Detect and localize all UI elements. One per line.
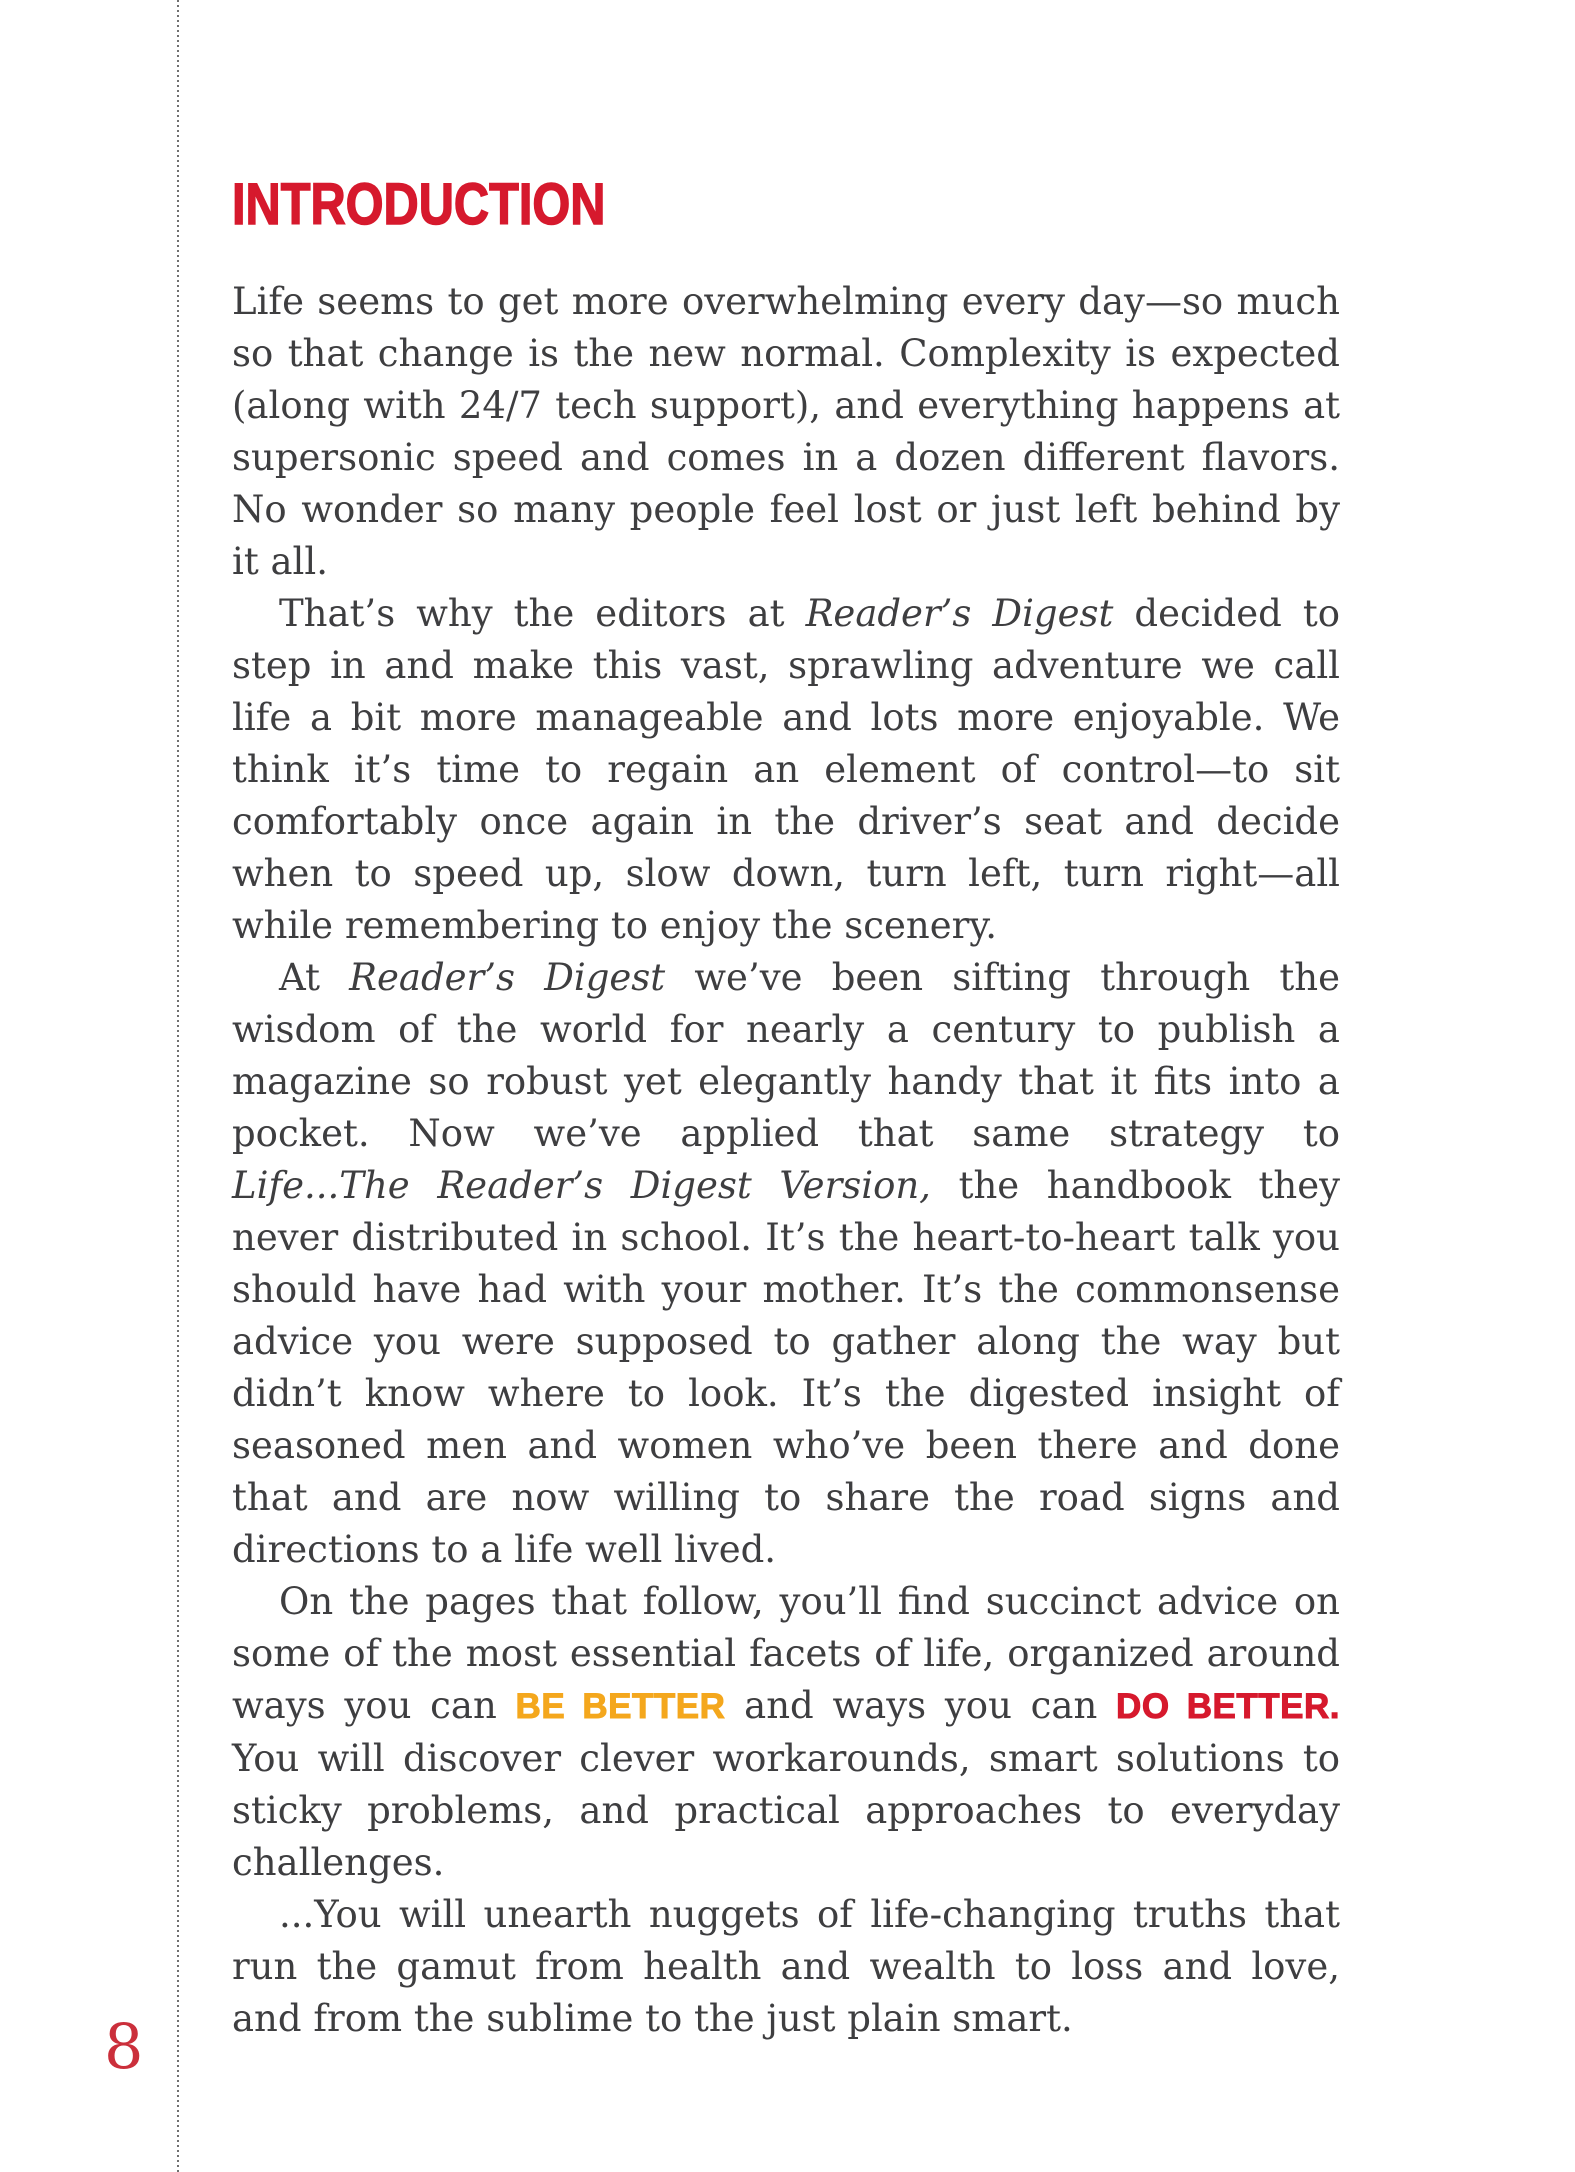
text-segment: On the pages that follow, you’ll find succinct advice on some of the most essential facets of life, organized around ways you can xyxy=(232,1580,1340,1727)
text-segment: ...You will unearth nuggets of life-changing truths that run the gamut from health and wealth to loss and love, and from the sublime to the just plain smart. xyxy=(232,1893,1340,2040)
be-better-highlight: BE BETTER xyxy=(515,1687,726,1726)
page-title: INTRODUCTION xyxy=(232,172,606,237)
paragraph xyxy=(232,952,1340,1576)
paragraph xyxy=(232,1889,1340,2045)
italic-text-segment: Reader’s Digest xyxy=(349,956,666,999)
text-segment: we’ve been sifting through the wisdom of the world for nearly a century to publish a magazine so robust yet elegantly handy that it fits into a pocket. Now we’ve applied that same strategy to xyxy=(232,956,1341,1155)
italic-text-segment: Life...The Reader’s Digest Version, xyxy=(232,1164,931,1207)
page-number: 8 xyxy=(104,2010,144,2083)
text-segment: That’s why the editors at xyxy=(279,592,806,635)
paragraph xyxy=(232,276,1340,588)
text-segment: decided to step in and make this vast, sprawling adventure we call life a bit more manageable and lots more enjoyable. We think it’s time to regain an element of control—to sit comfortably once again in the driver’s seat and decide when to speed up, slow down, turn left, turn right—all while remembering to enjoy the scenery. xyxy=(232,592,1341,947)
text-segment: You will discover clever workarounds, smart solutions to sticky problems, and practical approaches to everyday challenges. xyxy=(232,1737,1340,1884)
do-better-highlight: DO BETTER. xyxy=(1116,1687,1340,1726)
article xyxy=(232,276,1340,2045)
text-segment: At xyxy=(279,956,350,999)
text-segment: the handbook they never distributed in school. It’s the heart-to-heart talk you should have had with your mother. It’s the commonsense advice you were supposed to gather along the way but didn’t know where to look. It’s the digested insight of seasoned men and women who’ve been there and done that and are now willing to share the road signs and directions to a life well lived. xyxy=(232,1164,1340,1571)
text-segment: Life seems to get more overwhelming every day—so much so that change is the new normal. Complexity is expected (along with 24/7 tech support), and everything happens at supersonic speed and comes in a dozen different flavors. No wonder so many people feel lost or just left behind by it all. xyxy=(232,280,1340,583)
page-content xyxy=(232,0,1340,2045)
paragraph xyxy=(232,1576,1340,1889)
text-segment: and ways you can xyxy=(725,1684,1117,1727)
italic-text-segment: Reader’s Digest xyxy=(805,592,1114,635)
dotted-divider xyxy=(177,0,179,2172)
paragraph xyxy=(232,588,1340,952)
